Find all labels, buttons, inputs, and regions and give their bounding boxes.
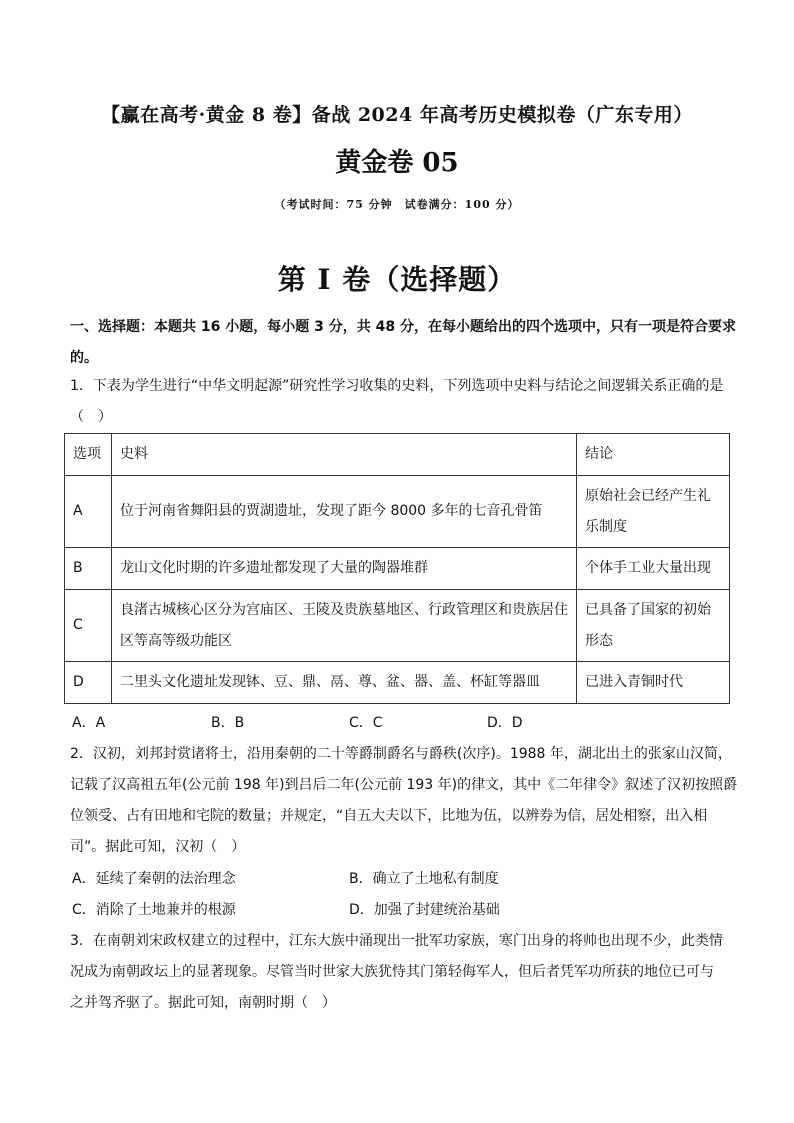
row-material: 良渚古城核心区分为宫庙区、王陵及贵族墓地区、行政管理区和贵族居住区等高等级功能区 xyxy=(112,590,577,662)
q2-choice-a[interactable]: A．延续了秦朝的法治理念 xyxy=(72,871,236,887)
row-conclusion: 已具备了国家的初始形态 xyxy=(577,590,730,662)
table-row xyxy=(65,590,730,662)
row-option: B xyxy=(65,548,112,590)
question-2-line: 司”。据此可知，汉初（ ） xyxy=(70,839,246,855)
q1-choice-c[interactable]: C．C xyxy=(349,715,383,731)
question-1-line: （ ） xyxy=(70,409,112,425)
exam-series-title: 【赢在高考·黄金 8 卷】备战 2024 年高考历史模拟卷（广东专用） xyxy=(101,104,693,126)
row-material: 龙山文化时期的许多遗址都发现了大量的陶器堆群 xyxy=(112,548,577,590)
q1-choice-d[interactable]: D．D xyxy=(487,715,523,731)
question-3-line: 3．在南朝刘宋政权建立的过程中，江东大族中涌现出一批军功家族，寒门出身的将帅也出现不少，此类情 xyxy=(70,933,723,949)
row-material: 二里头文化遗址发现钵、豆、鼎、鬲、尊、盆、器、盖、杯缸等器皿 xyxy=(112,662,577,704)
table-header-material: 史料 xyxy=(112,434,577,476)
q1-choice-b[interactable]: B．B xyxy=(211,715,245,731)
q2-choice-c[interactable]: C．消除了土地兼并的根源 xyxy=(72,902,236,918)
row-conclusion: 原始社会已经产生礼乐制度 xyxy=(577,476,730,548)
question-1-line: 1．下表为学生进行“中华文明起源”研究性学习收集的史料，下列选项中史料与结论之间逻辑关系正确的是 xyxy=(70,378,724,394)
table-header-conclusion: 结论 xyxy=(577,434,730,476)
table-row xyxy=(65,662,730,704)
question-3-stem xyxy=(70,926,730,1019)
q2-choice-d[interactable]: D．加强了封建统治基础 xyxy=(349,902,500,918)
row-conclusion: 个体手工业大量出现 xyxy=(577,548,730,590)
table-header-option: 选项 xyxy=(65,434,112,476)
q1-choice-a[interactable]: A．A xyxy=(72,715,106,731)
table-header-row xyxy=(65,434,730,476)
question-1-table xyxy=(64,433,730,704)
q2-choice-b[interactable]: B．确立了土地私有制度 xyxy=(349,871,499,887)
row-conclusion: 已进入青铜时代 xyxy=(577,662,730,704)
paper-title: 黄金卷 05 xyxy=(335,148,459,178)
question-2-line: 位领受、占有田地和宅院的数量；并规定，“自五大夫以下，比地为伍，以辨券为信，居处相察，出入相 xyxy=(70,808,708,824)
instructions-line: 的。 xyxy=(70,350,98,366)
row-option: D xyxy=(65,662,112,704)
table-row xyxy=(65,548,730,590)
table-row xyxy=(65,476,730,548)
row-option: A xyxy=(65,476,112,548)
question-2-line: 记载了汉高祖五年(公元前 198 年)到吕后二年(公元前 193 年)的律文，其中《二年律令》叙述了汉初按照爵 xyxy=(70,777,738,793)
question-3-line: 况成为南朝政坛上的显著现象。尽管当时世家大族犹恃其门第轻侮军人，但后者凭军功所获的地位已可与 xyxy=(70,964,714,980)
question-2-stem xyxy=(70,739,738,863)
instructions xyxy=(70,312,736,374)
row-material: 位于河南省舞阳县的贾湖遗址，发现了距今 8000 多年的七音孔骨笛 xyxy=(112,476,577,548)
question-3-line: 之并驾齐驱了。据此可知，南朝时期（ ） xyxy=(70,995,336,1011)
instructions-line: 一、选择题：本题共 16 小题，每小题 3 分，共 48 分，在每小题给出的四个选项中，只有一项是符合要求 xyxy=(70,319,736,335)
question-2-line: 2．汉初，刘邦封赏诸将士，沿用秦朝的二十等爵制爵名与爵秩(次序)。1988 年，湖北出土的张家山汉简， xyxy=(70,746,732,762)
section-title: 第 I 卷（选择题） xyxy=(277,263,517,296)
question-1-stem xyxy=(70,371,730,433)
row-option: C xyxy=(65,590,112,662)
exam-info: （考试时间：75 分钟 试卷满分：100 分） xyxy=(274,198,520,211)
